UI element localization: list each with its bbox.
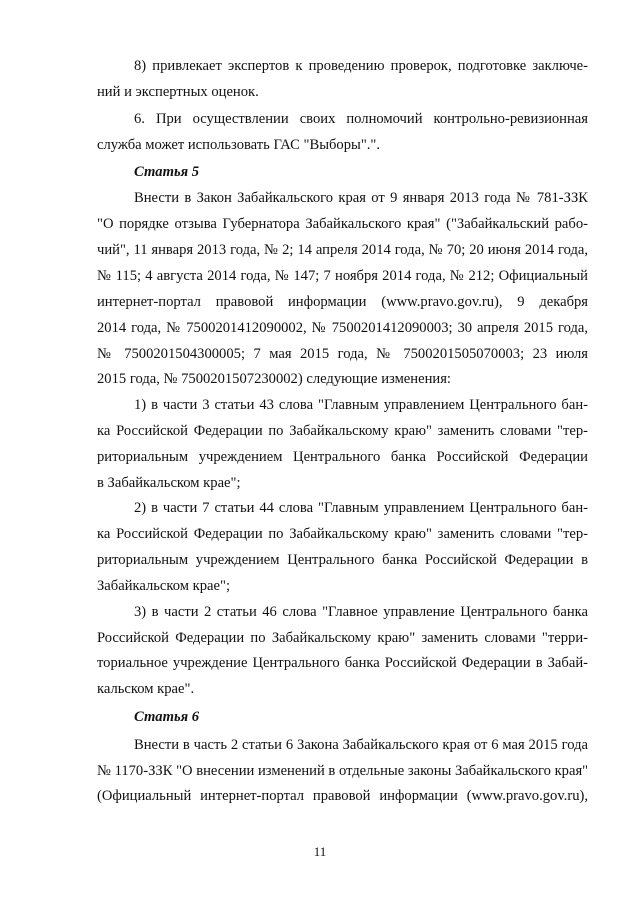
body-line: № 115; 4 августа 2014 года, № 147; 7 ноября 2014 года, № 212; Официальный — [97, 268, 588, 284]
body-line: ний и экспертных оценок. — [97, 84, 259, 100]
body-line: 1) в части 3 статьи 43 слова "Главным управлением Центрального бан- — [134, 397, 588, 413]
body-line: № 7500201504300005; 7 мая 2015 года, № 7500201505070003; 23 июля — [97, 346, 588, 362]
body-line: ка Российской Федерации по Забайкальскому краю" заменить словами "тер- — [97, 526, 588, 542]
body-line: (Официальный интернет-портал правовой информации (www.pravo.gov.ru), — [97, 788, 588, 804]
body-line: Российской Федерации по Забайкальскому краю" заменить словами "терри- — [97, 630, 588, 646]
body-line: 2) в части 7 статьи 44 слова "Главным управлением Центрального бан- — [134, 500, 588, 516]
body-line: 6. При осуществлении своих полномочий контрольно-ревизионная — [134, 111, 588, 127]
body-line: ка Российской Федерации по Забайкальскому краю" заменить словами "тер- — [97, 423, 588, 439]
body-line: 2014 года, № 7500201412090002, № 7500201412090003; 30 апреля 2015 года, — [97, 320, 588, 336]
article-heading: Статья 5 — [134, 164, 200, 180]
body-line: Внести в часть 2 статьи 6 Закона Забайкальского края от 6 мая 2015 года — [134, 737, 588, 753]
body-line: риториальным учреждением Центрального банка Российской Федерации в — [97, 552, 588, 568]
body-line: 2015 года, № 7500201507230002) следующие изменения: — [97, 371, 451, 387]
article-heading: Статья 6 — [134, 709, 200, 725]
body-line: ториальное учреждение Центрального банка Российской Федерации в Забай- — [97, 655, 588, 671]
body-line: интернет-портал правовой информации (www.pravo.gov.ru), 9 декабря — [97, 294, 588, 310]
body-line: Внести в Закон Забайкальского края от 9 января 2013 года № 781-ЗЗК — [134, 190, 588, 206]
body-line: 3) в части 2 статьи 46 слова "Главное управление Центрального банка — [134, 604, 588, 620]
page-number: 11 — [313, 844, 327, 859]
body-line: "О порядке отзыва Губернатора Забайкальского края" ("Забайкальский рабо- — [97, 216, 588, 232]
body-line: Забайкальском крае"; — [97, 578, 230, 594]
body-line: 8) привлекает экспертов к проведению проверок, подготовке заключе- — [134, 58, 588, 74]
body-line: риториальным учреждением Центрального банка Российской Федерации — [97, 449, 588, 465]
body-line: чий", 11 января 2013 года, № 2; 14 апреля 2014 года, № 70; 20 июня 2014 года, — [97, 242, 588, 258]
body-line: кальском крае". — [97, 681, 195, 697]
body-line: в Забайкальском крае"; — [97, 475, 241, 491]
body-line: служба может использовать ГАС "Выборы".". — [97, 137, 381, 153]
body-line: № 1170-ЗЗК "О внесении изменений в отдельные законы Забайкальского края" — [97, 763, 589, 779]
